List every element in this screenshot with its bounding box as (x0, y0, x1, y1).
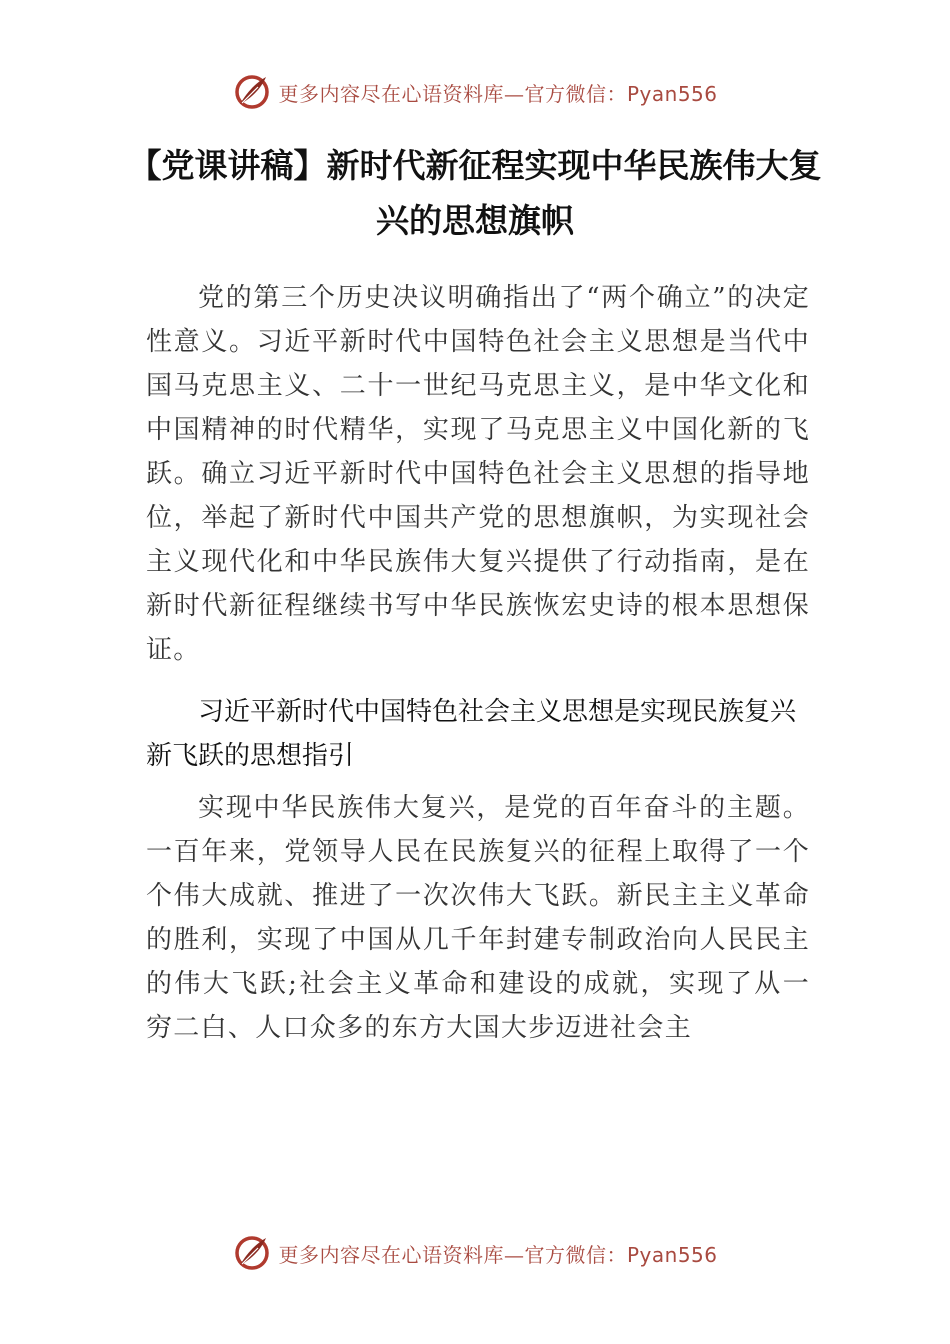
body-paragraph-1: 党的第三个历史决议明确指出了“两个确立”的决定性意义。习近平新时代中国特色社会主义思想是当代中国马克思主义、二十一世纪马克思主义，是中华文化和中国精神的时代精华，实现了马克思主义中国化新的飞跃。确立习近平新时代中国特色社会主义思想的指导地位，举起了新时代中国共产党的思想旗帜，为实现社会主义现代化和中华民族伟大复兴提供了行动指南，是在新时代新征程继续书写中华民族恢宏史诗的根本思想保证。 (146, 283, 810, 665)
header-banner-text: 更多内容尽在心语资料库—官方微信：Pyan556 (278, 81, 718, 106)
footer-banner-text: 更多内容尽在心语资料库—官方微信：Pyan556 (278, 1242, 718, 1267)
section-subheading: 习近平新时代中国特色社会主义思想是实现民族复兴新飞跃的思想指引 (146, 697, 797, 771)
footer-banner (0, 1233, 950, 1273)
quill-pen-logo-icon (232, 72, 272, 112)
footer-wechat-id: Pyan556 (626, 1242, 718, 1267)
body-paragraph-2: 实现中华民族伟大复兴，是党的百年奋斗的主题。一百年来，党领导人民在民族复兴的征程上取得了一个个伟大成就、推进了一次次伟大飞跃。新民主主义革命的胜利，实现了中国从几千年封建专制政治向人民民主的伟大飞跃;社会主义革命和建设的成就，实现了从一穷二白、人口众多的东方大国大步迈进社会主 (146, 793, 810, 1043)
header-banner (0, 72, 950, 112)
quill-pen-logo-icon (232, 1233, 272, 1273)
document-title: 【党课讲稿】新时代新征程实现中华民族伟大复兴的思想旗帜 (128, 146, 822, 240)
header-wechat-id: Pyan556 (626, 81, 718, 106)
